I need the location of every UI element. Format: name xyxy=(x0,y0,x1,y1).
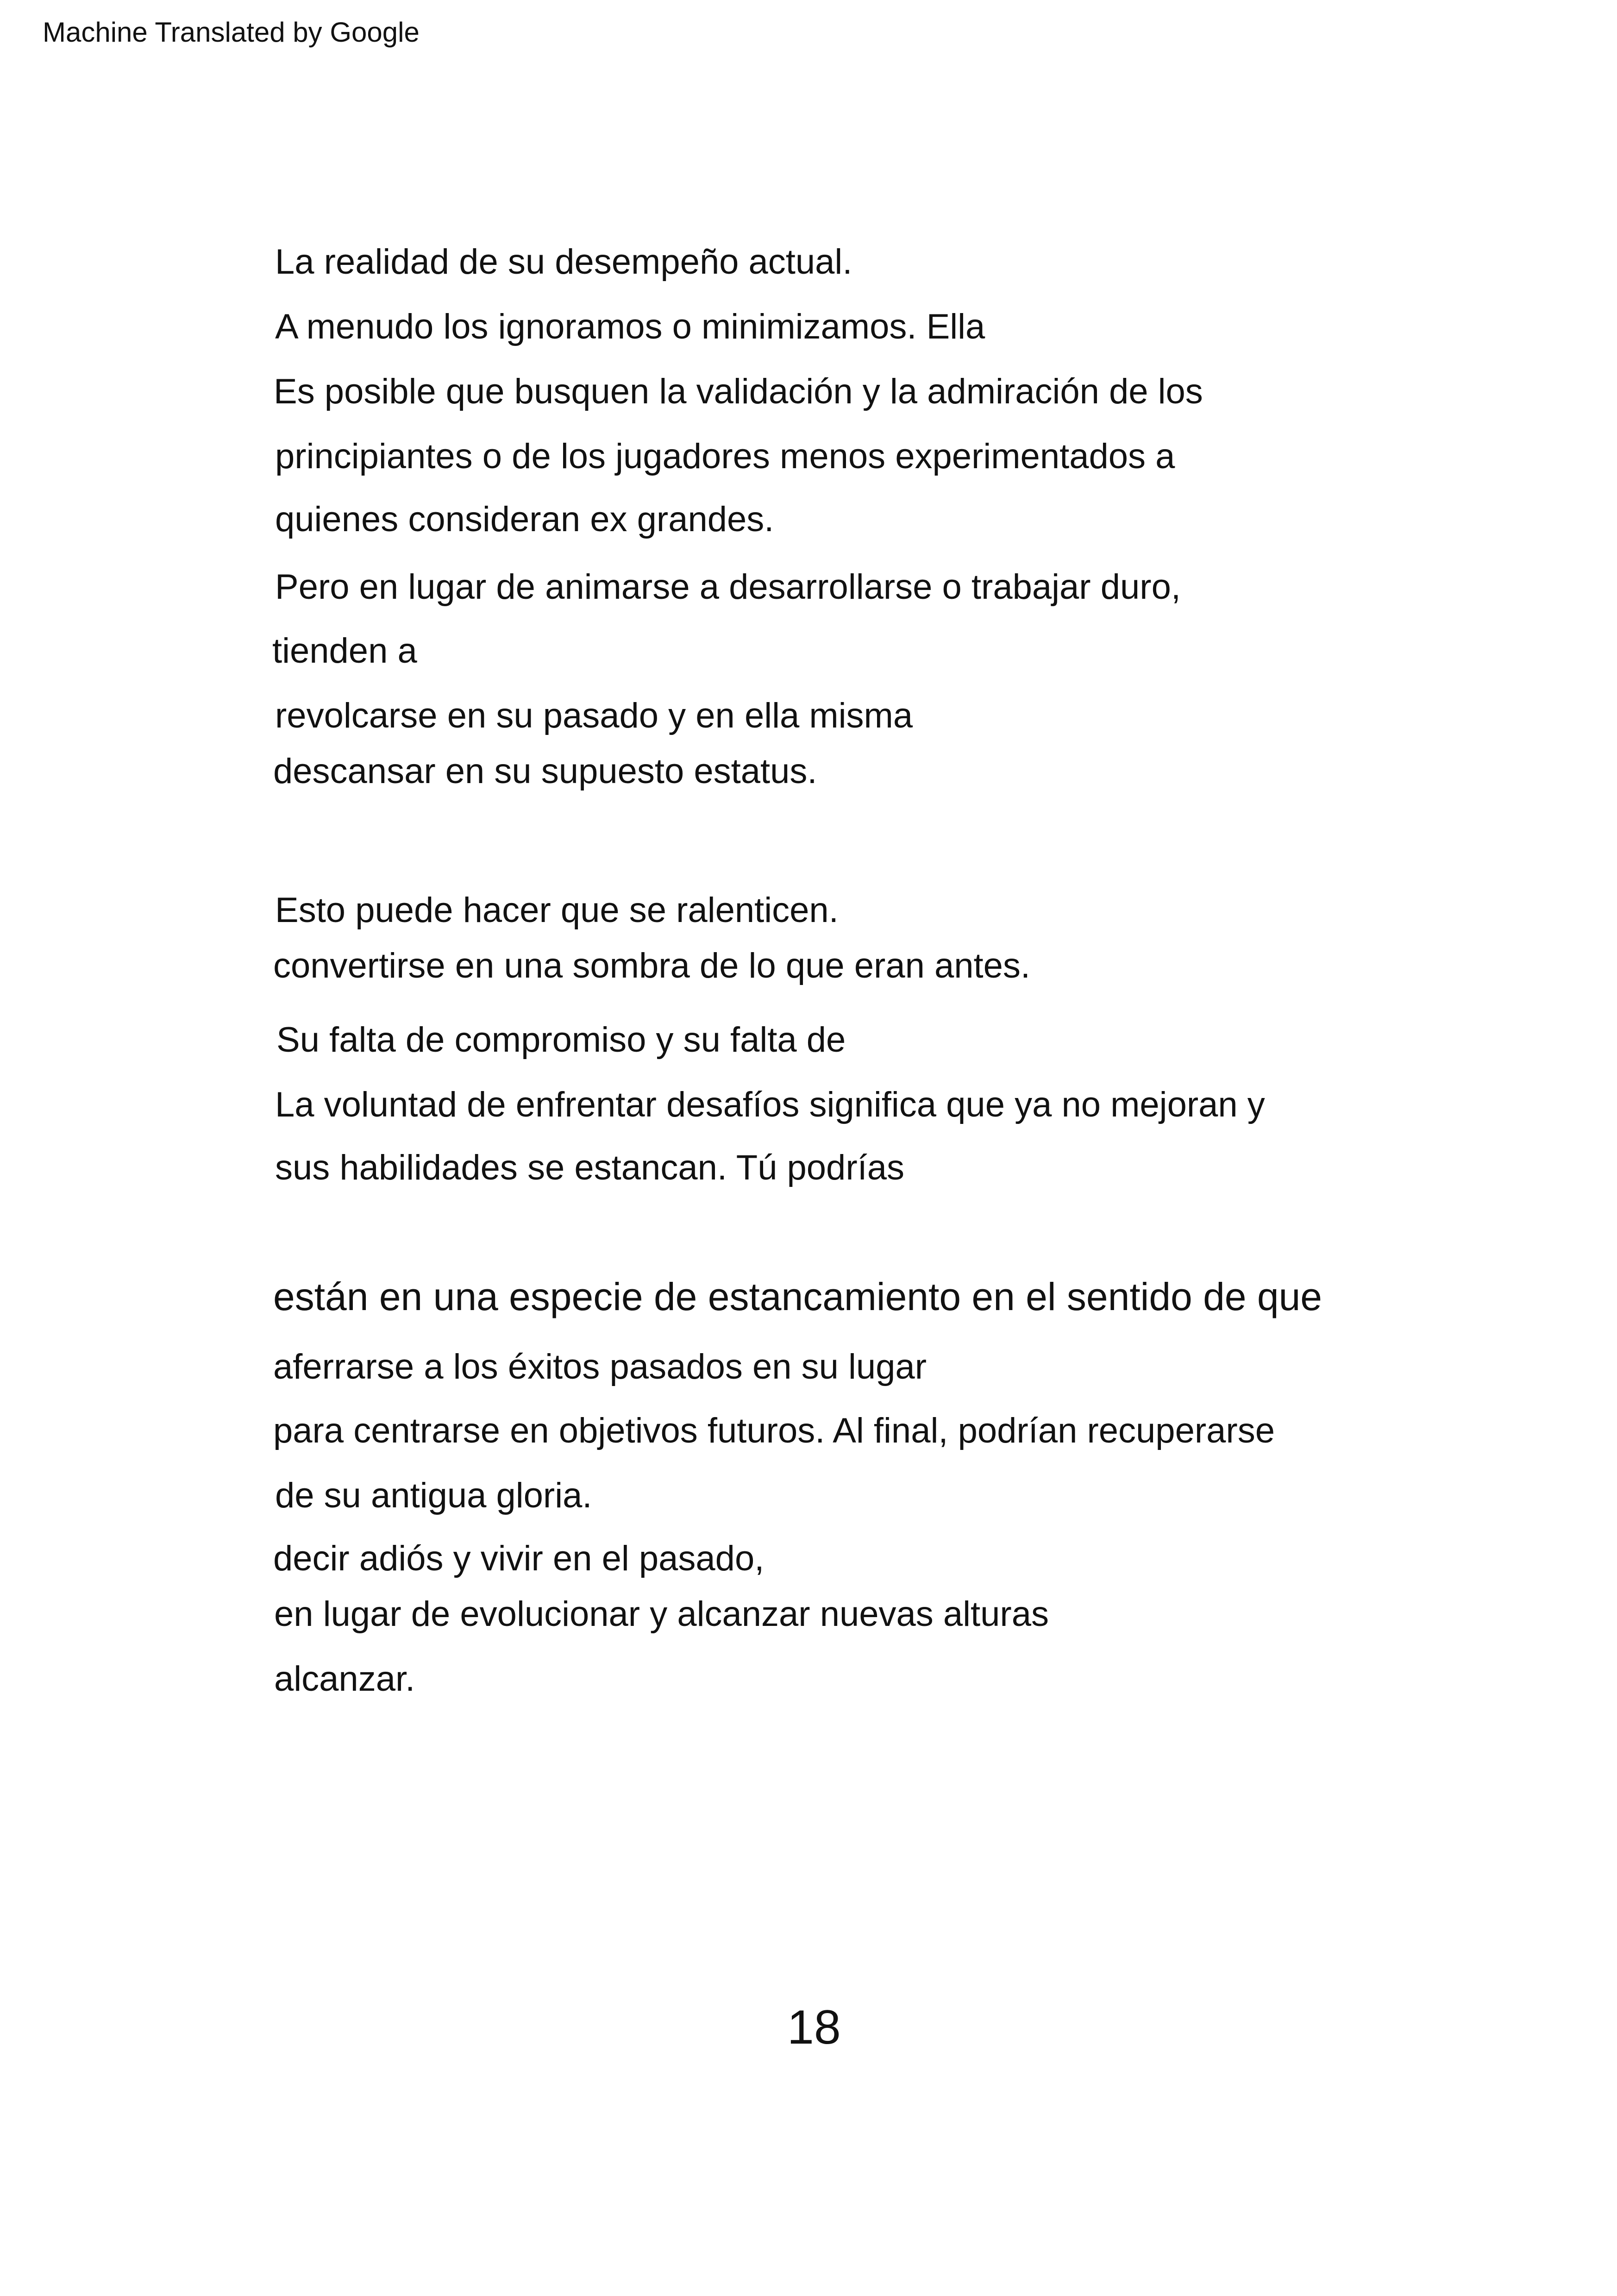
text-line: de su antigua gloria. xyxy=(275,1476,592,1515)
text-line: convertirse en una sombra de lo que eran antes. xyxy=(273,946,1031,985)
text-line: Su falta de compromiso y su falta de xyxy=(276,1020,846,1060)
text-line: La voluntad de enfrentar desafíos significa que ya no mejoran y xyxy=(275,1085,1265,1124)
text-line: La realidad de su desempeño actual. xyxy=(275,242,852,282)
text-line: descansar en su supuesto estatus. xyxy=(273,752,817,791)
text-line: Es posible que busquen la validación y la admiración de los xyxy=(274,372,1203,411)
text-line: decir adiós y vivir en el pasado, xyxy=(273,1539,765,1578)
text-line: Pero en lugar de animarse a desarrollarse o trabajar duro, xyxy=(275,567,1181,607)
text-line: en lugar de evolucionar y alcanzar nuevas alturas xyxy=(274,1594,1049,1634)
text-line: para centrarse en objetivos futuros. Al final, podrían recuperarse xyxy=(273,1411,1275,1450)
text-line: revolcarse en su pasado y en ella misma xyxy=(275,696,913,735)
translation-note: Machine Translated by Google xyxy=(43,17,420,48)
text-line: quienes consideran ex grandes. xyxy=(275,500,774,539)
text-line: Esto puede hacer que se ralenticen. xyxy=(275,891,839,930)
text-line: están en una especie de estancamiento en el sentido de que xyxy=(273,1275,1322,1318)
text-line: sus habilidades se estancan. Tú podrías xyxy=(275,1148,905,1187)
text-line: principiantes o de los jugadores menos experimentados a xyxy=(275,437,1175,476)
text-line: A menudo los ignoramos o minimizamos. Ella xyxy=(275,307,985,346)
text-line: alcanzar. xyxy=(274,1659,415,1699)
text-line: tienden a xyxy=(272,631,417,671)
page-number: 18 xyxy=(787,2001,841,2054)
text-line: aferrarse a los éxitos pasados en su lugar xyxy=(273,1347,927,1386)
